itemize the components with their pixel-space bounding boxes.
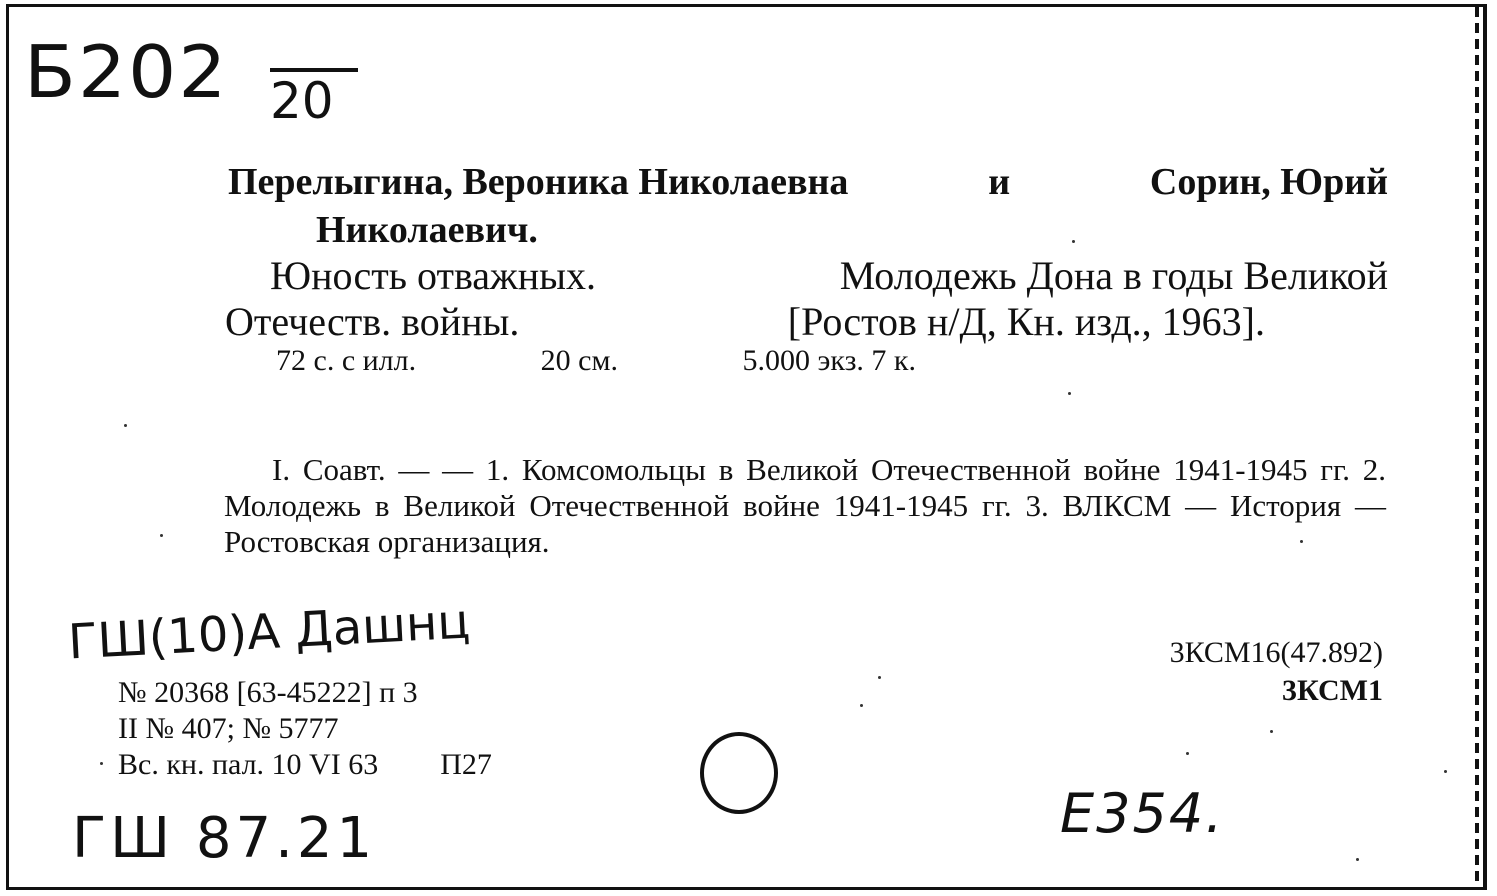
speck xyxy=(124,424,127,427)
speck xyxy=(1356,858,1359,861)
record-number-line: № 20368 [63-45222] п 3 xyxy=(118,676,418,709)
call-number-suffix: 20 xyxy=(270,68,358,130)
speck xyxy=(1300,540,1303,543)
speck xyxy=(160,534,163,537)
title-subtitle: Молодежь Дона в годы Великой xyxy=(839,253,1388,298)
record-series-line: II № 407; № 5777 xyxy=(118,712,339,745)
handwritten-shelf-mark: ГШ(10)А Дашнц xyxy=(66,593,472,671)
title-main: Юность отважных. xyxy=(270,253,596,298)
classification-full: 3КСМ16(47.892) xyxy=(1169,636,1383,669)
handwritten-inventory-number: Е354. xyxy=(1060,782,1225,845)
subject-headings: I. Соавт. — — 1. Комсомольцы в Великой Отечественной войне 1941-1945 гг. 2. Молодежь в Великой Отечественной войне 1941-1945 гг. 3. ВЛКСМ — История — Ростовская организация. xyxy=(224,452,1386,559)
collation-pages: 72 с. с илл. xyxy=(276,344,417,377)
author-line-continued: Николаевич. xyxy=(316,209,538,251)
classification-short: 3КСМ1 xyxy=(1282,674,1383,707)
author-secondary: Сорин, Юрий xyxy=(1149,161,1388,203)
collation-copies: 5.000 экз. 7 к. xyxy=(742,344,916,377)
speck xyxy=(878,676,881,679)
card-edge-perforation xyxy=(1475,7,1479,887)
handwritten-bottom-mark: ГШ 87.21 xyxy=(72,806,377,871)
speck xyxy=(1072,240,1075,243)
registry-date: Вс. кн. пал. 10 VI 63 xyxy=(118,748,379,781)
title-subtitle-end: Отечеств. войны. xyxy=(225,299,520,344)
record-registry-line xyxy=(118,748,492,782)
speck xyxy=(1444,770,1447,773)
collation-size: 20 см. xyxy=(540,344,618,377)
registry-code: П27 xyxy=(440,748,492,781)
speck xyxy=(860,704,863,707)
publication-info: [Ростов н/Д, Кн. изд., 1963]. xyxy=(787,299,1265,344)
call-number: Б202 xyxy=(24,30,229,114)
collation-line xyxy=(276,344,916,378)
speck xyxy=(1186,752,1189,755)
hole-circle-mark xyxy=(700,732,778,814)
title-line-1 xyxy=(270,252,1388,299)
author-conjunction: и xyxy=(988,161,1011,203)
speck xyxy=(1270,730,1273,733)
speck xyxy=(100,762,103,765)
title-line-2 xyxy=(225,298,1265,345)
speck xyxy=(1068,392,1071,395)
author-primary: Перелыгина, Вероника Николаевна xyxy=(228,161,849,203)
author-line xyxy=(228,160,1388,204)
